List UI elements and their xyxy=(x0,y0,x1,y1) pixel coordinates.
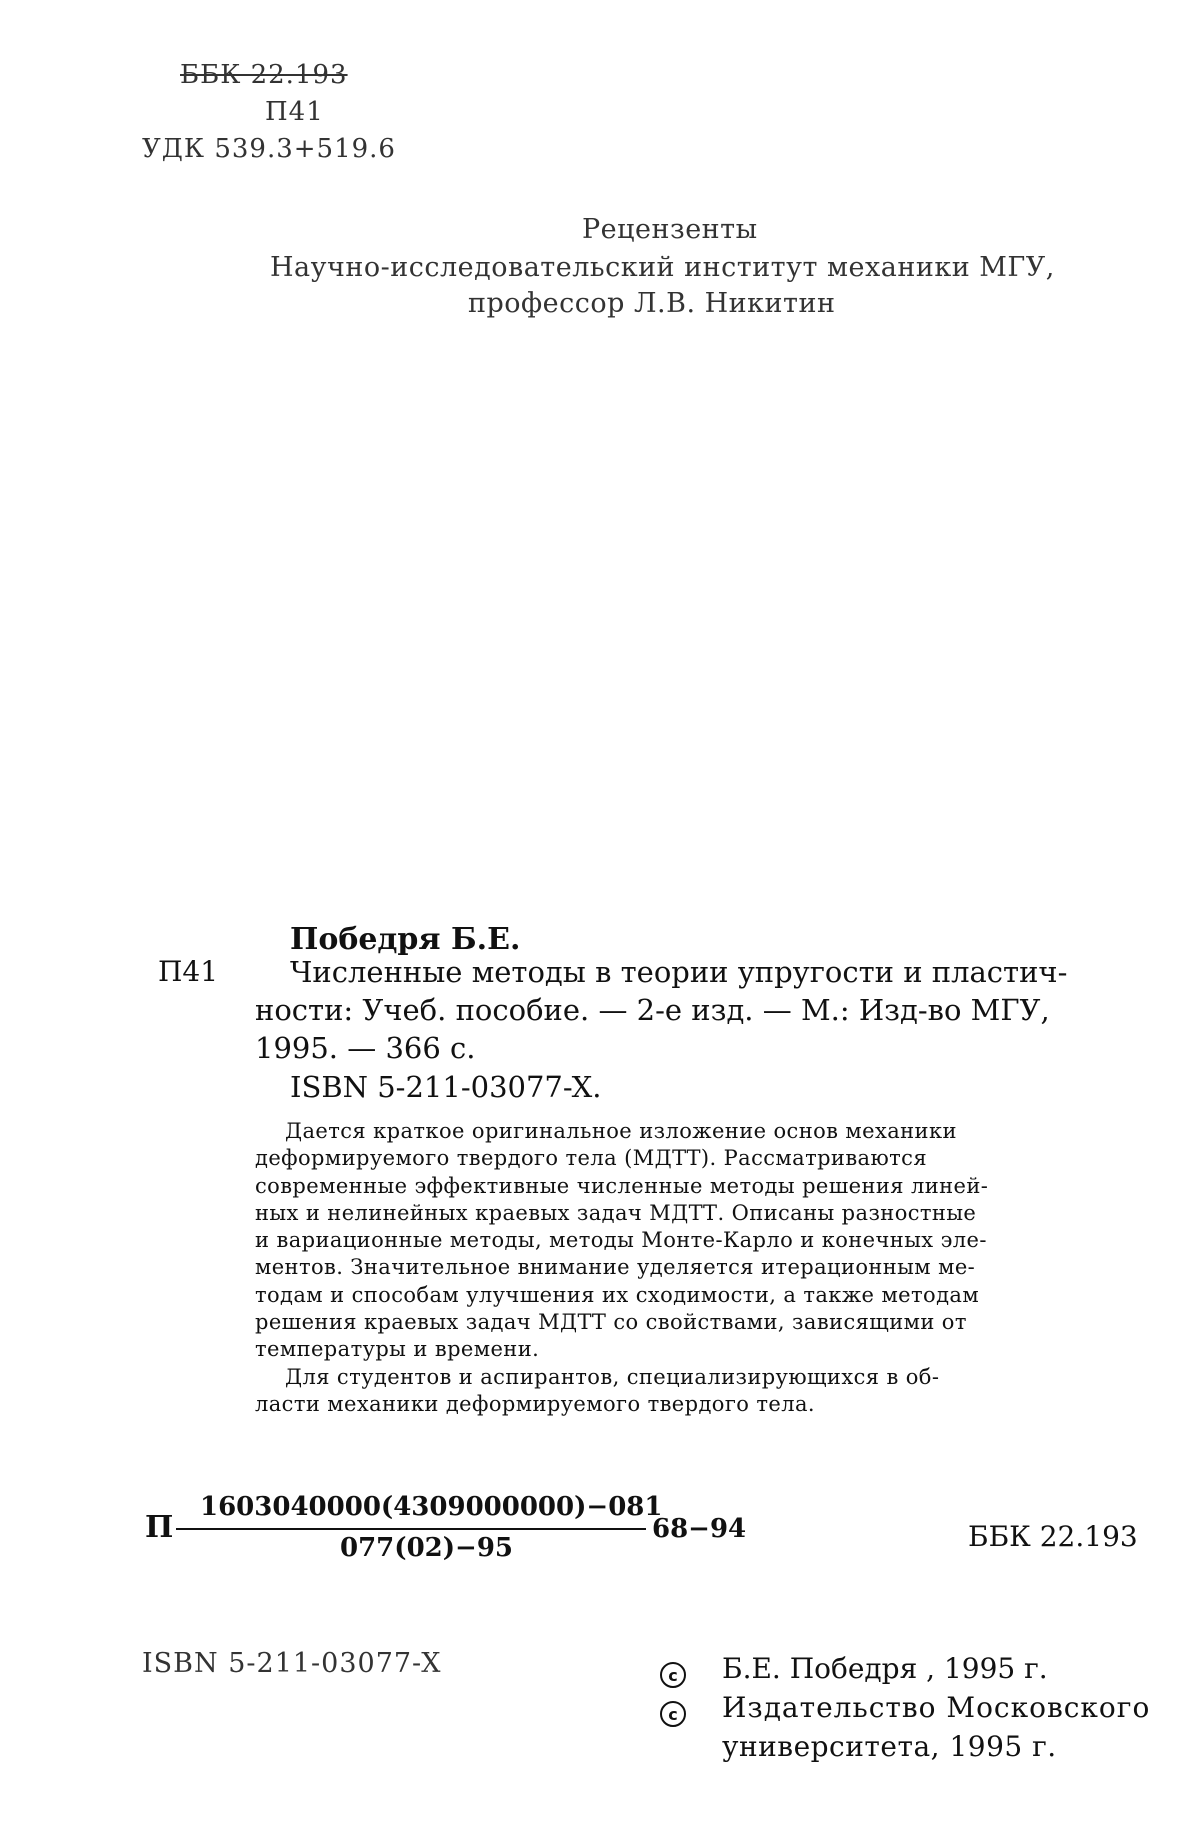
annotation-line: и вариационные методы, методы Монте-Карло и конечных эле- xyxy=(255,1228,987,1253)
code-letter: П xyxy=(145,1510,174,1545)
code-denominator: 077(02)−95 xyxy=(340,1533,514,1563)
bbk-code-bottom: ББК 22.193 xyxy=(968,1520,1138,1553)
isbn: ISBN 5-211-03077-X. xyxy=(290,1070,602,1104)
bib-line-3: 1995. — 366 с. xyxy=(255,1031,476,1065)
copyright-author: Б.Е. Победря , 1995 г. xyxy=(722,1652,1048,1685)
reviewers-line-2: профессор Л.В. Никитин xyxy=(468,288,836,319)
annotation-line: тодам и способам улучшения их сходимости, а также методам xyxy=(255,1282,980,1307)
annotation-line: деформируемого твердого тела (МДТТ). Рассматриваются xyxy=(255,1146,927,1171)
annotation-line: современные эффективные численные методы решения линей- xyxy=(255,1173,989,1198)
annotation-line: Дается краткое оригинальное изложение основ механики xyxy=(285,1119,957,1143)
isbn-footer: ISBN 5-211-03077-X xyxy=(142,1648,442,1679)
reviewers-line-1: Научно-исследовательский институт механики МГУ, xyxy=(270,252,1055,283)
copyright-icon: c xyxy=(660,1662,686,1688)
bbk-code-top: ББК 22.193 xyxy=(180,60,348,90)
bib-line-2: ности: Учеб. пособие. — 2-е изд. — М.: Изд-во МГУ, xyxy=(255,993,1050,1027)
annotation-line: ных и нелинейных краевых задач МДТТ. Описаны разностные xyxy=(255,1200,977,1225)
reviewers-title: Рецензенты xyxy=(582,214,758,245)
audience-line: Для студентов и аспирантов, специализирующихся в об- xyxy=(285,1364,940,1389)
annotation xyxy=(255,1118,1055,1418)
annotation-line: ментов. Значительное внимание уделяется итерационным ме- xyxy=(255,1255,976,1280)
udk-code: УДК 539.3+519.6 xyxy=(142,134,396,164)
copyright-publisher-line-2: университета, 1995 г. xyxy=(722,1730,1057,1763)
author-index-top: П41 xyxy=(265,97,324,127)
bib-line-1: Численные методы в теории упругости и пластич- xyxy=(290,955,1068,989)
copyright-publisher-line-1: Издательство Московского xyxy=(722,1691,1151,1724)
author-index: П41 xyxy=(158,955,219,988)
annotation-line: температуры и времени. xyxy=(255,1337,540,1362)
copyright-icon: c xyxy=(660,1701,686,1727)
fraction-bar xyxy=(176,1528,646,1530)
code-suffix: 68−94 xyxy=(652,1514,747,1544)
annotation-line: решения краевых задач МДТТ со свойствами, зависящими от xyxy=(255,1310,967,1335)
audience-line: ласти механики деформируемого твердого тела. xyxy=(255,1391,815,1416)
code-numerator: 1603040000(4309000000)−081 xyxy=(200,1492,663,1522)
author-name: Победря Б.Е. xyxy=(290,922,521,957)
